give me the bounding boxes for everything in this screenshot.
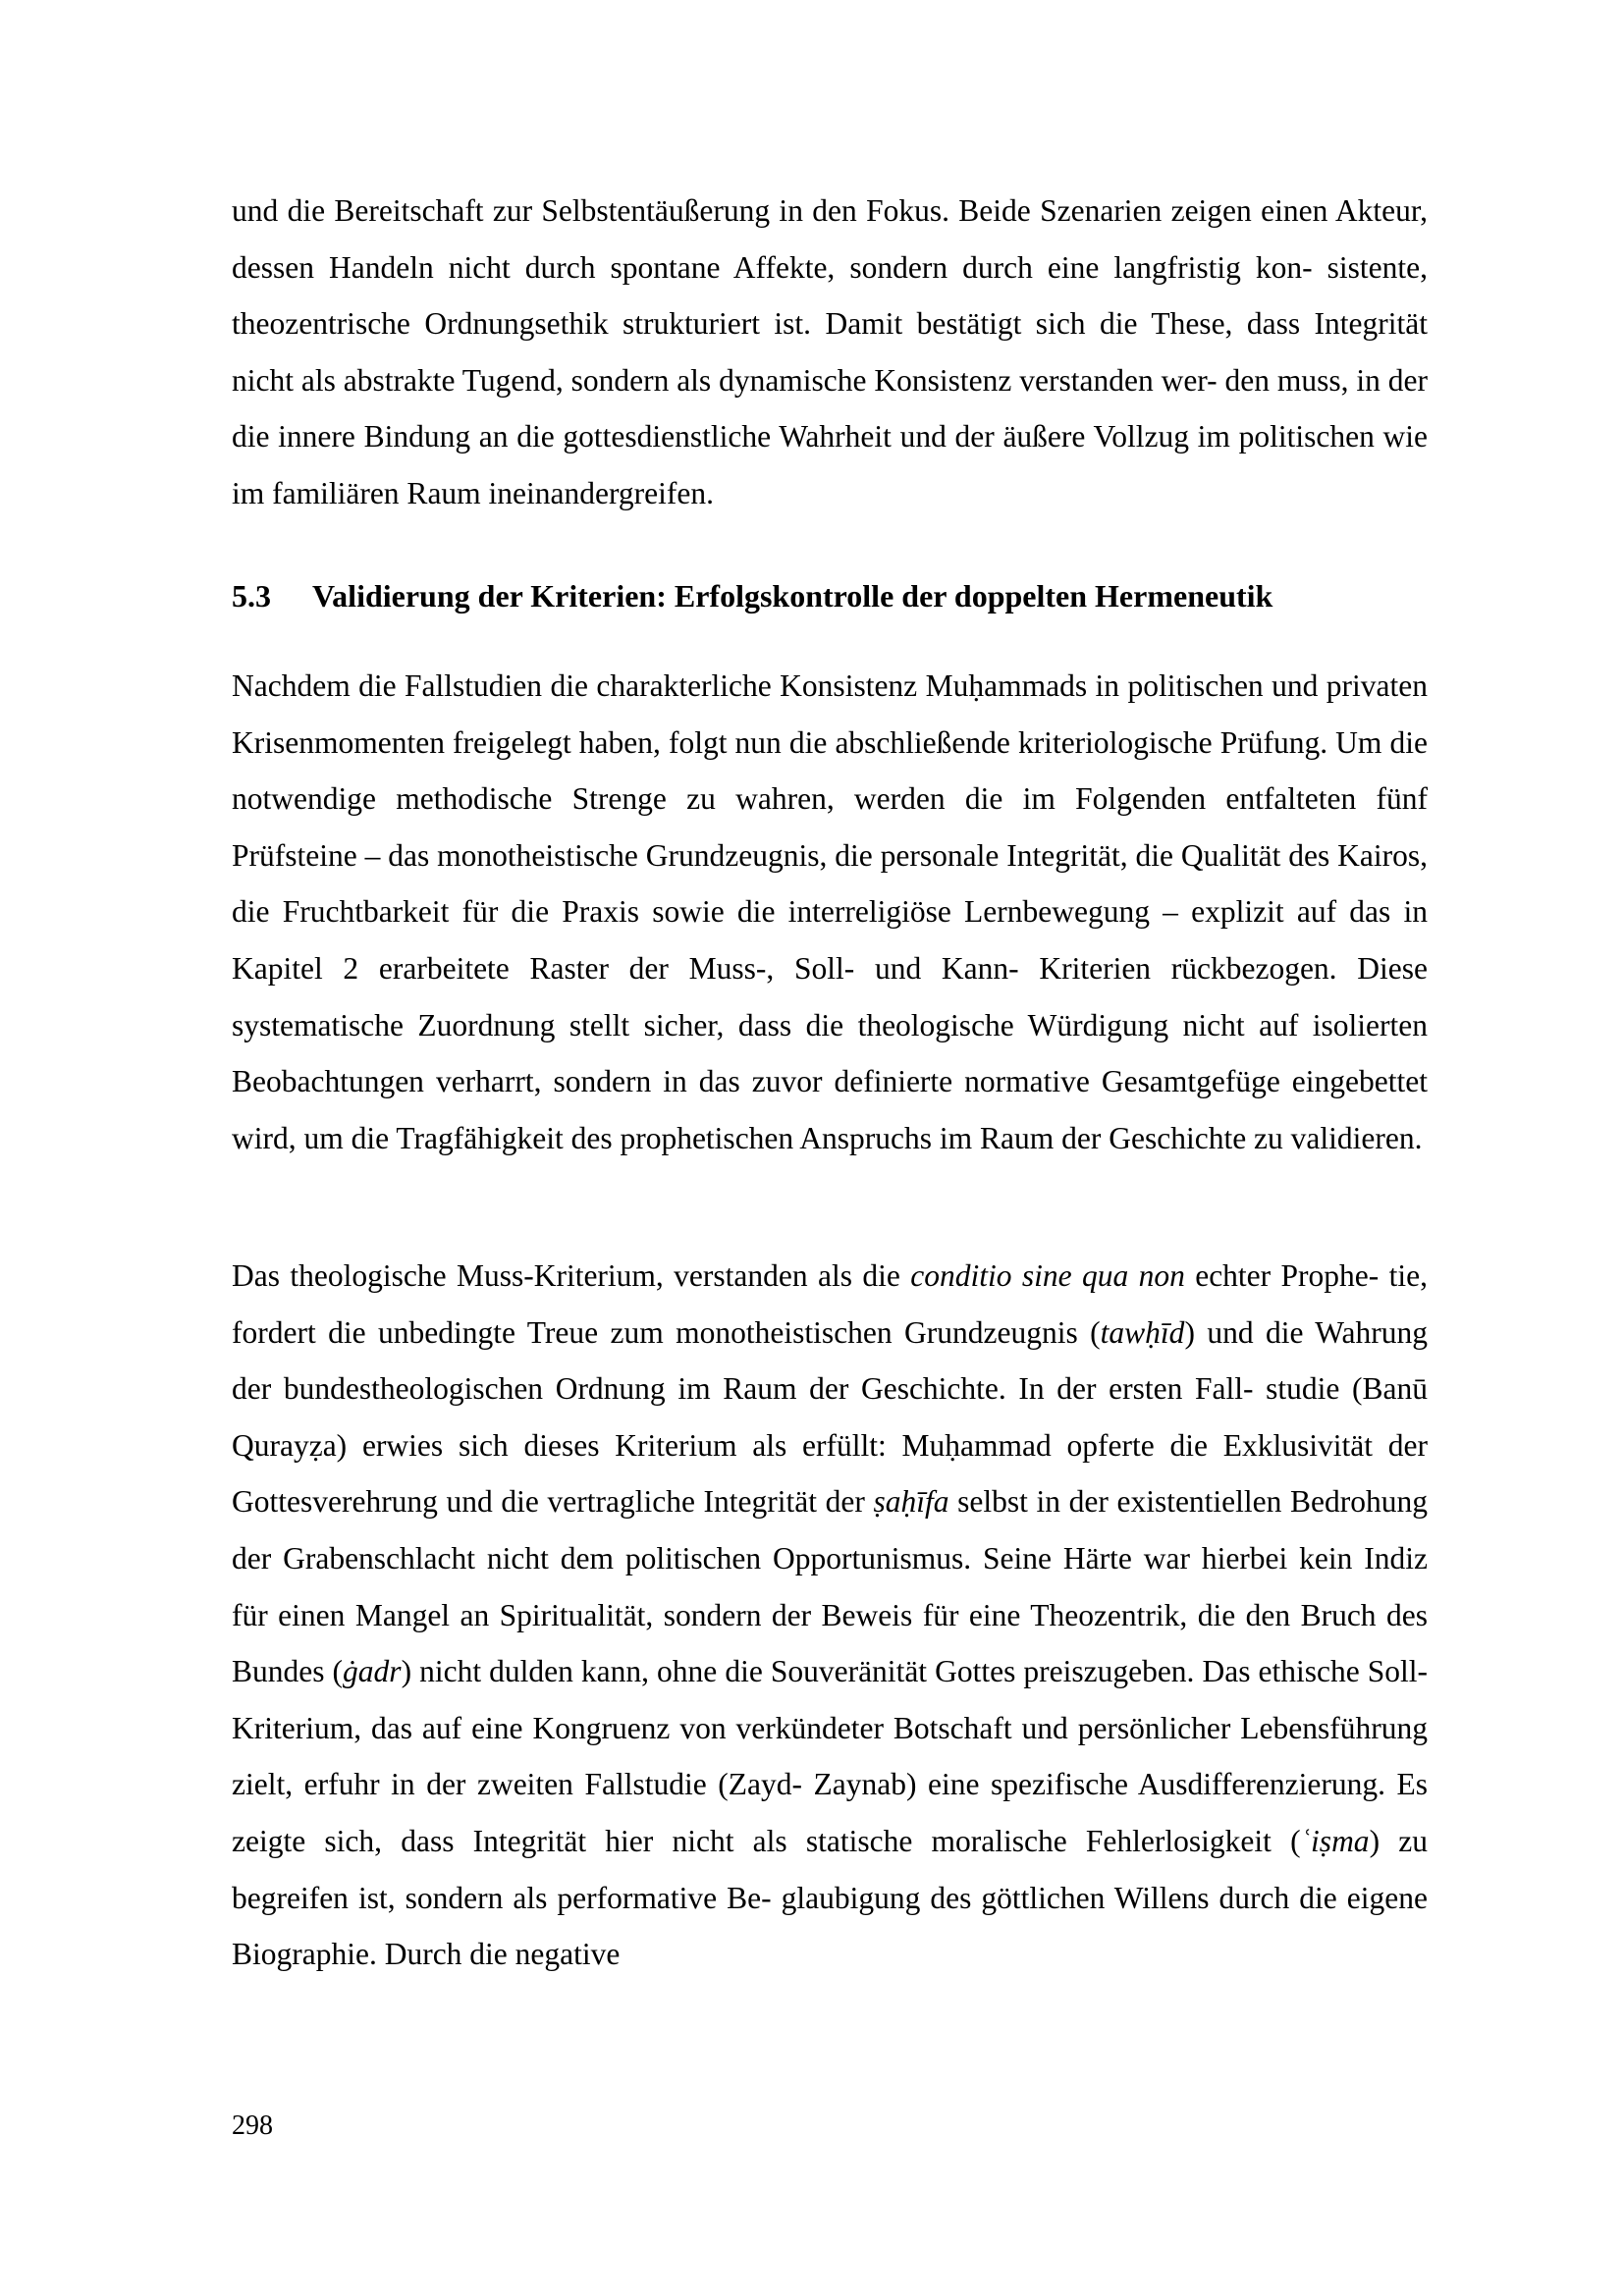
- p3-text-2: echter Prophe- tie, fordert die unbedingte Treue zum monotheistischen Grundzeugnis (: [232, 1258, 1428, 1350]
- p3-italic-gadr: ġadr: [343, 1654, 402, 1689]
- paragraph-3-text: [232, 1248, 1428, 1983]
- p3-italic-isma: ʿiṣma: [1300, 1823, 1370, 1858]
- paragraph-intro-text: und die Bereitschaft zur Selbstentäußerung in den Fokus. Beide Szenarien zeigen einen Akteur, dessen Handeln nicht durch spontane Affekte, sondern durch eine langfristig kon- sistente, theozentrische Ordnungsethik strukturiert ist. Damit bestätigt sich die These, dass Integrität nicht als abstrakte Tugend, sondern als dynamische Konsistenz verstanden wer- den muss, in der die innere Bindung an die gottesdienstliche Wahrheit und der äußere Vollzug im politischen wie im familiären Raum ineinandergreifen.: [232, 193, 1428, 510]
- p3-text-1: Das theologische Muss-Kriterium, verstanden als die: [232, 1258, 911, 1293]
- section-title: Validierung der Kriterien: Erfolgskontrolle der doppelten Hermeneutik: [312, 578, 1273, 614]
- p3-italic-conditio: conditio sine qua non: [910, 1258, 1185, 1293]
- paragraph-3: [232, 1248, 1428, 1983]
- section-heading: [232, 572, 1428, 619]
- p3-text-4: selbst in der existentiellen Bedrohung der Grabenschlacht nicht dem politischen Opportunismus. Seine Härte war hierbei kein Indiz für einen Mangel an Spiritualität, sondern der Beweis für eine Theozentrik, die den Bruch des Bundes (: [232, 1484, 1429, 1689]
- section-number: 5.3: [232, 578, 271, 614]
- page-number: 298: [232, 2110, 273, 2141]
- paragraph-intro: [232, 183, 1428, 522]
- p3-text-5: ) nicht dulden kann, ohne die Souveränität Gottes preiszugeben. Das ethische Soll-Kriterium, das auf eine Kongruenz von verkündeter Botschaft und persönlicher Lebensführung zielt, erfuhr in der zweiten Fallstudie (Zayd- Zaynab) eine spezifische Ausdifferenzierung. Es zeigte sich, dass Integrität hier nicht als statische moralische Fehlerlosigkeit (: [232, 1654, 1429, 1858]
- p3-italic-sahifa: ṣaḥīfa: [873, 1484, 949, 1520]
- p3-text-6: ) zu begreifen ist, sondern als performative Be- glaubigung des göttlichen Willens durch die eigene Biographie. Durch die negative: [232, 1823, 1428, 1972]
- paragraph-2-text: Nachdem die Fallstudien die charakterliche Konsistenz Muḥammads in politischen und privaten Krisenmomenten freigelegt haben, folgt nun die abschließende kriteriologische Prüfung. Um die notwendige methodische Strenge zu wahren, werden die im Folgenden entfalteten fünf Prüfsteine – das monotheistische Grundzeugnis, die personale Integrität, die Qualität des Kairos, die Fruchtbarkeit für die Praxis sowie die interreligiöse Lernbewegung – explizit auf das in Kapitel 2 erarbeitete Raster der Muss-, Soll- und Kann- Kriterien rückbezogen. Diese systematische Zuordnung stellt sicher, dass die theologische Würdigung nicht auf isolierten Beobachtungen verharrt, sondern in das zuvor definierte normative Gesamtgefüge eingebettet wird, um die Tragfähigkeit des prophetischen Anspruchs im Raum der Geschichte zu validieren.: [232, 668, 1428, 1155]
- p3-italic-tawhid: tawḥīd: [1100, 1314, 1185, 1350]
- paragraph-2: [232, 658, 1428, 1166]
- p3-text-3: ) und die Wahrung der bundestheologischen Ordnung im Raum der Geschichte. In der ersten Fall- studie (Banū Qurayẓa) erwies sich dieses Kriterium als erfüllt: Muḥammad opferte die Exklusivität der Gottesverehrung und die vertragliche Integrität der: [232, 1314, 1428, 1520]
